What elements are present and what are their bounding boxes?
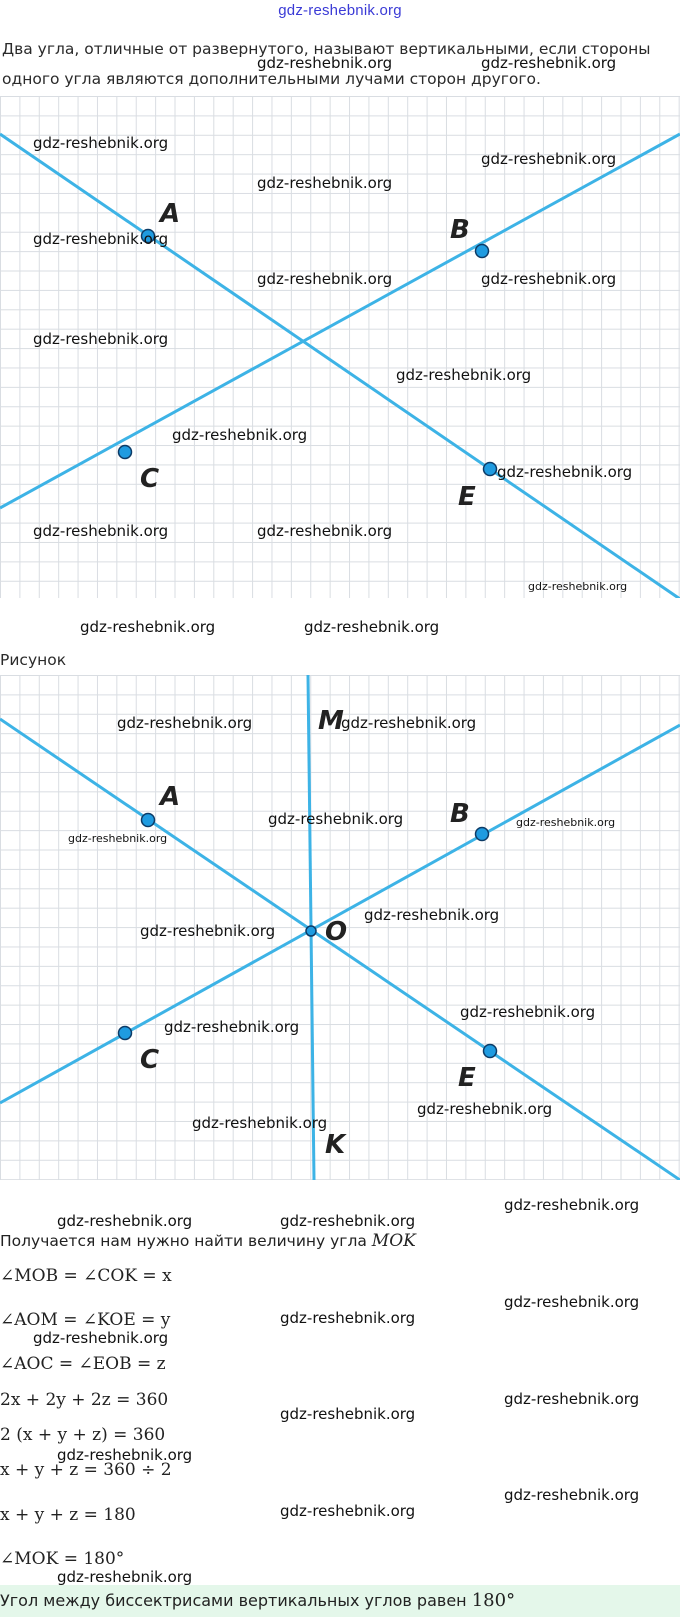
watermark: gdz-reshebnik.org [504,1486,640,1504]
watermark: gdz-reshebnik.org [504,1293,640,1311]
watermark: gdz-reshebnik.org [57,1568,193,1586]
watermark: gdz-reshebnik.org [257,522,393,540]
equation-8: ∠MOK = 180° [0,1549,125,1569]
answer-box [0,1585,680,1617]
watermark: gdz-reshebnik.org [280,1309,416,1327]
watermark: gdz-reshebnik.org [33,230,169,248]
answer-text: Угол между биссектрисами вертикальных углов равен [0,1591,472,1610]
watermark: gdz-reshebnik.org [164,1018,300,1036]
watermark: gdz-reshebnik.org [481,54,617,72]
label-k: K [325,1130,346,1160]
equation-2: ∠AOM = ∠KOE = y [0,1310,171,1330]
watermark: gdz-reshebnik.org [497,463,633,481]
line-a-e [0,719,680,1180]
equation-7: x + y + z = 180 [0,1505,136,1525]
label-c: C [140,1045,160,1075]
watermark: gdz-reshebnik.org [68,832,168,845]
point-e [484,463,497,476]
watermark: gdz-reshebnik.org [396,366,532,384]
watermark: gdz-reshebnik.org [192,1114,328,1132]
watermark: gdz-reshebnik.org [57,1446,193,1464]
label-b: B [450,799,470,829]
watermark: gdz-reshebnik.org [140,922,276,940]
point-e [484,1045,497,1058]
watermark: gdz-reshebnik.org [417,1100,553,1118]
watermark: gdz-reshebnik.org [117,714,253,732]
watermark: gdz-reshebnik.org [57,1212,193,1230]
label-o: O [325,917,348,947]
site-header-link[interactable]: gdz-reshebnik.org [278,2,402,19]
point-b [476,828,489,841]
point-c [119,446,132,459]
watermark: gdz-reshebnik.org [280,1405,416,1423]
label-e: E [458,1063,476,1093]
equation-4: 2x + 2y + 2z = 360 [0,1390,169,1410]
watermark: gdz-reshebnik.org [460,1003,596,1021]
point-o [306,926,316,936]
label-b: B [450,215,470,245]
watermark: gdz-reshebnik.org [257,174,393,192]
answer-value: 180° [471,1590,516,1611]
figure-caption: Рисунок [0,651,67,669]
watermark: gdz-reshebnik.org [33,522,169,540]
equation-3: ∠AOC = ∠EOB = z [0,1354,166,1374]
watermark: gdz-reshebnik.org [257,270,393,288]
label-m: M [318,706,344,736]
watermark: gdz-reshebnik.org [304,618,440,636]
watermark: gdz-reshebnik.org [504,1196,640,1214]
watermark: gdz-reshebnik.org [280,1212,416,1230]
solution-intro: Получается нам нужно найти величину угла MOK [0,1231,416,1251]
watermark: gdz-reshebnik.org [33,330,169,348]
watermark: gdz-reshebnik.org [33,1329,169,1347]
equation-6: x + y + z = 360 ÷ 2 [0,1460,172,1480]
line-c-b [0,725,680,1103]
intro-paragraph: Два угла, отличные от развернутого, называют вертикальными, если стороны одного угла являются дополнительными лучами сторон другого. [2,40,651,88]
watermark: gdz-reshebnik.org [80,618,216,636]
label-c: C [140,464,160,494]
figure-bisectors [0,675,680,1180]
point-a [142,814,155,827]
point-b [476,245,489,258]
watermark: gdz-reshebnik.org [172,426,308,444]
watermark: gdz-reshebnik.org [268,810,404,828]
watermark: gdz-reshebnik.org [33,134,169,152]
watermark: gdz-reshebnik.org [257,54,393,72]
watermark: gdz-reshebnik.org [481,150,617,168]
equation-1: ∠MOB = ∠COK = x [0,1266,172,1286]
label-e: E [458,482,476,512]
point-c [119,1027,132,1040]
label-a: A [160,199,181,229]
watermark: gdz-reshebnik.org [481,270,617,288]
watermark: gdz-reshebnik.org [516,816,616,829]
watermark: gdz-reshebnik.org [528,580,628,593]
label-a: A [160,782,181,812]
equation-5: 2 (x + y + z) = 360 [0,1425,166,1445]
watermark: gdz-reshebnik.org [364,906,500,924]
watermark: gdz-reshebnik.org [341,714,477,732]
watermark: gdz-reshebnik.org [280,1502,416,1520]
watermark: gdz-reshebnik.org [504,1390,640,1408]
